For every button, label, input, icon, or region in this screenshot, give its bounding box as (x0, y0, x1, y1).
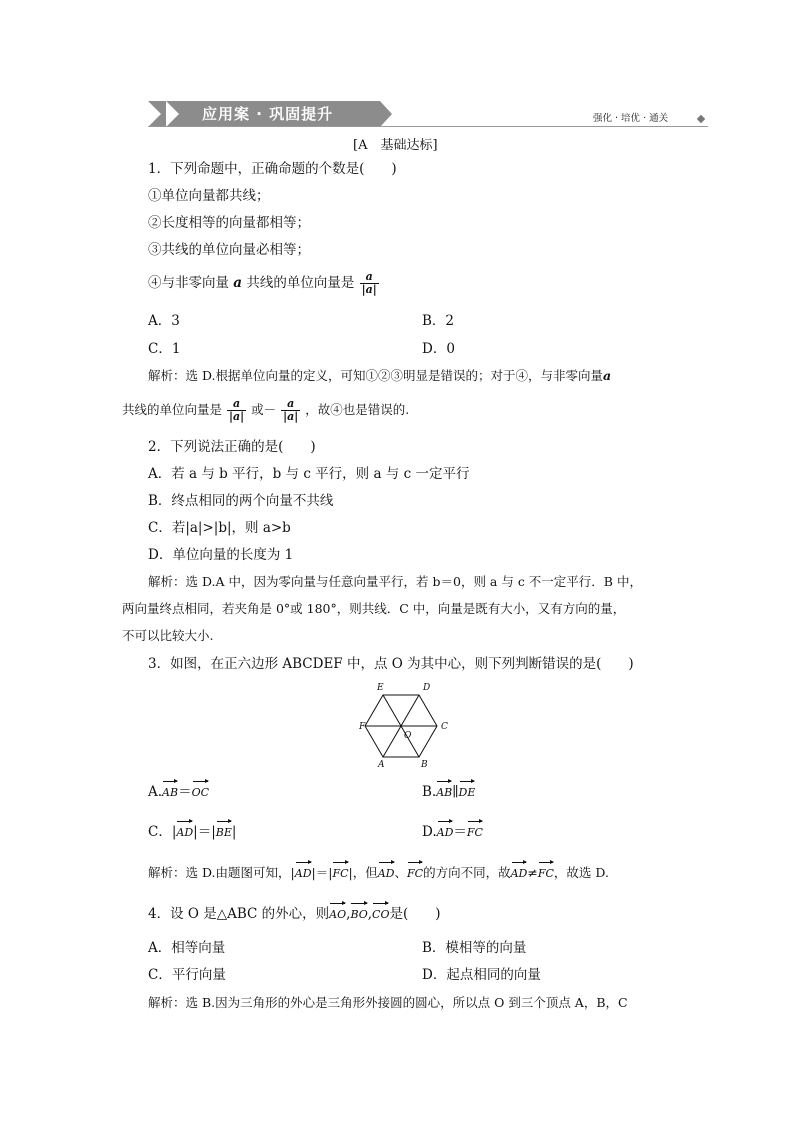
q1-solution-line-2 (122, 396, 409, 424)
vector-ab: AB (162, 784, 178, 802)
q1-solution-text: 共线的单位向量是 (122, 402, 223, 417)
relation: ＝ (178, 784, 192, 800)
q4-stem-text: 是( ) (389, 906, 441, 922)
q1-item-3: ③共线的单位向量必相等； (148, 242, 310, 258)
q3-solution-text: 解析：选 D.由题图可知，| (148, 865, 295, 880)
q4-option-b: B．模相等的向量 (422, 940, 527, 956)
fraction-a-over-abs-a: $\frac{a}{|a|}$ (229, 397, 245, 423)
option-prefix: C．| (148, 824, 177, 840)
q1-stem: 1．下列命题中，正确命题的个数是( ) (148, 161, 397, 177)
header-title: 应用案 · 巩固提升 (202, 105, 334, 123)
q2-option-c: C．若|a|>|b|，则 a>b (148, 520, 291, 536)
q1-item-4-prefix: ④与非零向量 (148, 275, 229, 291)
section-title: [A 基础达标] (353, 138, 438, 153)
fraction-a-over-abs-a: $\frac{a}{|a|}$ (361, 270, 377, 296)
hex-label-d: D (423, 683, 431, 693)
hexagon-figure (360, 678, 460, 768)
relation: ＝ (453, 824, 467, 840)
header-chevron-icon (166, 101, 179, 127)
q3-option-d (422, 823, 483, 842)
q1-solution-text: 或－ (251, 402, 277, 417)
option-prefix: D. (422, 824, 437, 840)
q3-solution-text: 、 (394, 865, 408, 880)
q3-solution-text: ≠ (527, 865, 538, 880)
vector-ad: AD (378, 865, 395, 883)
vector-ad: AD (176, 824, 193, 842)
vector-ad: AD (437, 824, 454, 842)
q2-solution-line-3: 不可以比较大小. (122, 628, 214, 643)
q1-option-b: B．2 (422, 313, 455, 329)
hex-label-c: C (441, 722, 448, 732)
vector-ao: AO (329, 906, 346, 924)
q2-stem: 2．下列说法正确的是( ) (148, 439, 316, 455)
vector-co: CO (372, 906, 389, 924)
q3-solution-text: ，故选 D. (553, 865, 609, 880)
vector-oc: OC (192, 784, 209, 802)
abs-bar: | (231, 824, 237, 840)
vector-de: DE (459, 784, 476, 802)
q4-stem-text: 4．设 O 是△ABC 的外心，则 (148, 906, 330, 922)
q3-stem: 3．如图，在正六边形 ABCDEF 中，点 O 为其中心，则下列判断错误的是( ) (148, 656, 634, 672)
header-divider (148, 126, 708, 127)
relation: ∥ (452, 784, 459, 800)
q1-item-2: ②长度相等的向量都相等； (148, 215, 310, 231)
q4-option-c: C．平行向量 (148, 967, 226, 983)
header-chevron-icon (148, 101, 161, 127)
q1-option-c: C．1 (148, 341, 181, 357)
header-right-text: 强化 · 培优 · 通关 (593, 113, 669, 124)
q1-option-d: D．0 (422, 341, 455, 357)
q1-solution-text: ，故④也是错误的. (305, 402, 410, 417)
hex-label-o: O (404, 731, 412, 741)
vector-fc: FC (538, 865, 554, 883)
vector-be: BE (216, 824, 232, 842)
hex-label-b: B (421, 760, 428, 770)
hex-label-e: E (377, 683, 384, 693)
vector-bo: BO (350, 906, 367, 924)
q1-item-1: ①单位向量都共线； (148, 188, 270, 204)
option-prefix: B. (422, 784, 437, 800)
q1-solution-line-1 (148, 367, 611, 385)
vector-fc: FC (407, 865, 423, 883)
hex-label-a: A (378, 760, 385, 770)
vector-ad: AD (511, 865, 528, 883)
vector-fc: FC (332, 865, 348, 883)
q3-option-c (148, 823, 236, 842)
q3-option-b (422, 783, 475, 802)
vector-ab: AB (436, 784, 452, 802)
q4-stem: 4．设 O 是△ABC 的外心，则AO,BO,CO是( ) (148, 906, 441, 922)
q1-item-4-mid: 共线的单位向量是 (246, 275, 355, 291)
q2-option-d: D．单位向量的长度为 1 (148, 547, 294, 563)
vector-fc: FC (467, 824, 483, 842)
q2-option-b: B．终点相同的两个向量不共线 (148, 493, 334, 509)
vector-a: a (233, 275, 243, 291)
q2-option-a: A．若 a 与 b 平行，b 与 c 平行，则 a 与 c 一定平行 (148, 466, 470, 482)
q3-solution (148, 864, 609, 883)
q3-solution-text: |＝| (311, 865, 333, 880)
q3-solution-text: |，但 (348, 865, 378, 880)
q1-item-4 (148, 270, 380, 296)
q4-option-d: D．起点相同的向量 (422, 967, 541, 983)
vector-ad: AD (295, 865, 312, 883)
fraction-a-over-abs-a: $\frac{a}{|a|}$ (283, 397, 299, 423)
q4-solution: 解析：选 B.因为三角形的外心是三角形外接圆的圆心，所以点 O 到三个顶点 A，B，C (148, 995, 628, 1010)
q4-option-a: A．相等向量 (148, 940, 226, 956)
relation: |＝| (193, 824, 216, 840)
q2-solution-line-2: 两向量终点相同，若夹角是 0°或 180°，则共线．C 中，向量是既有大小，又有方向的量， (122, 601, 626, 616)
vector-a: a (603, 368, 612, 383)
header-band-tip (380, 101, 392, 127)
diamond-icon (697, 115, 705, 123)
hex-label-f: F (359, 722, 366, 732)
q1-option-a: A．3 (148, 313, 180, 329)
q3-solution-text: 的方向不同，故 (423, 865, 511, 880)
q2-solution-line-1: 解析：选 D.A 中，因为零向量与任意向量平行，若 b＝0，则 a 与 c 不一定平行．B 中， (148, 574, 642, 589)
option-prefix: A. (148, 784, 163, 800)
q3-option-a (148, 783, 209, 802)
q1-solution-text: 解析：选 D.根据单位向量的定义，可知①②③明显是错误的；对于④，与非零向量 (148, 368, 604, 383)
